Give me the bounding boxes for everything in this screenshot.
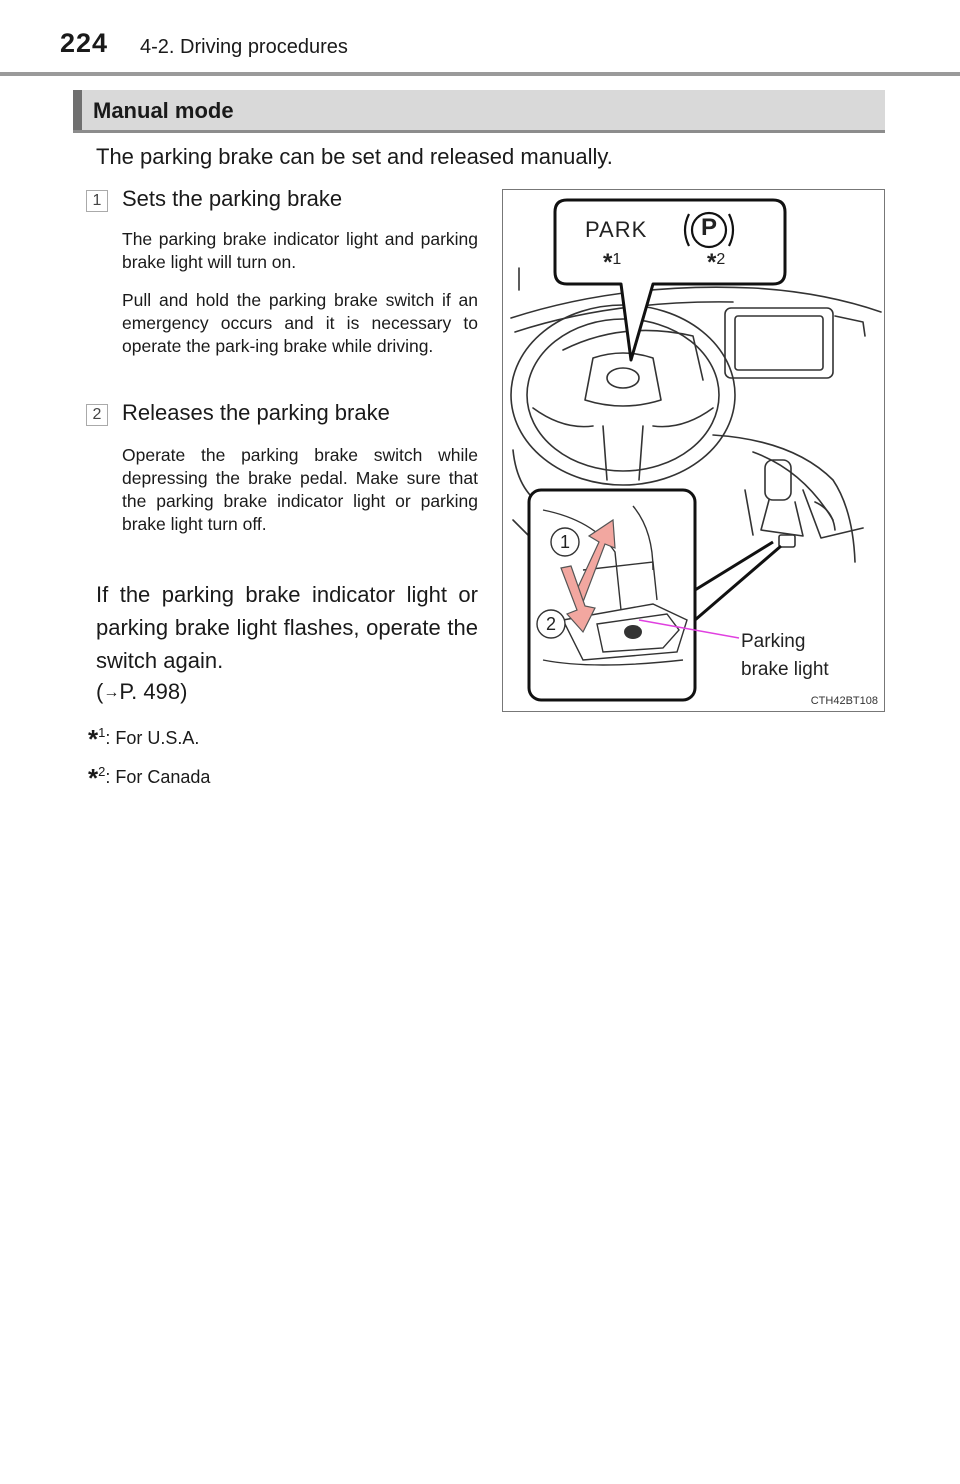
asterisk-icon: * [88,724,99,754]
section-header [73,90,885,130]
flashing-note-text: If the parking brake indicator light or parking brake light flashes, operate the switch again. [96,582,478,673]
callout-park-text: PARK [585,217,648,242]
parking-brake-light-label [741,628,829,684]
flashing-note [96,578,478,677]
page-reference[interactable]: (→P. 498) [96,679,188,704]
footnote-2 [88,763,210,794]
footnote-2-text: : For Canada [105,767,211,787]
step-1-title: Sets the parking brake [122,186,343,211]
section-underline [73,130,885,133]
callout-mark-canada [707,246,725,277]
parking-brake-figure [502,189,885,712]
asterisk-icon: * [603,249,613,276]
page-reference-text: P. 498 [119,679,181,704]
step-1-paragraph-1: The parking brake indicator light and parking brake light will turn on. [122,229,478,272]
footnote-1-text: : For U.S.A. [105,728,200,748]
footnote-1-mark: 1 [98,725,106,740]
section-intro: The parking brake can be set and released manually. [96,144,613,169]
footnote-2-mark: 2 [98,764,106,779]
asterisk-icon: * [707,249,717,276]
light-label-line-1: Parking [741,631,806,652]
switch-label-2: 2 [545,614,556,634]
step-2-number: 2 [86,404,108,426]
callout-mark-1: 1 [612,251,622,268]
arrow-right-icon: → [103,684,120,701]
light-label-line-2: brake light [741,659,829,680]
chapter-title: 4-2. Driving procedures [140,36,348,58]
switch-label-1: 1 [559,532,570,552]
step-1-paragraph-2: Pull and hold the parking brake switch if an emergency occurs and it is necessary to operate the park-ing brake while driving. [122,290,478,356]
page-number: 224 [60,28,109,58]
footnote-1 [88,724,199,755]
callout-mark-usa [603,246,621,277]
callout-mark-2: 2 [716,251,726,268]
asterisk-icon: * [88,763,99,793]
step-1-number: 1 [86,190,108,212]
step-2-title: Releases the parking brake [122,400,390,425]
section-title: Manual mode [93,98,234,123]
callout-p-symbol: P [700,214,717,241]
figure-code: CTH42BT108 [810,695,878,707]
header-rule [0,72,960,76]
step-2-paragraph-1: Operate the parking brake switch while depressing the brake pedal. Make sure that the parking brake indicator light or parking brake light turn off. [122,445,478,534]
